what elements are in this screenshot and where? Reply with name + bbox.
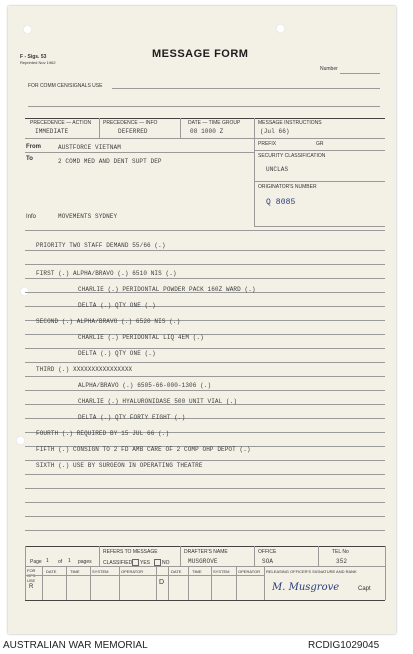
office-label: OFFICE bbox=[258, 549, 277, 555]
page-num: 1 bbox=[46, 558, 49, 564]
drafter-label: DRAFTER'S NAME bbox=[184, 549, 228, 555]
col-date: DATE bbox=[46, 569, 57, 574]
comm-label: FOR COMM CEN/SIGNALS USE bbox=[28, 83, 103, 89]
from-value: AUSTFORCE VIETNAM bbox=[58, 144, 121, 151]
archive-credit: AUSTRALIAN WAR MEMORIAL bbox=[3, 640, 148, 651]
punch-hole bbox=[276, 24, 285, 33]
col-system-2: SYSTEM bbox=[213, 569, 230, 574]
releasing-label: RELEASING OFFICER'S SIGNATURE AND RANK bbox=[266, 569, 357, 574]
message-line: SECOND (.) ALPHA/BRAVO (.) 6520 NIS (.) bbox=[36, 318, 181, 325]
to-value: 2 COMD MED AND DENT SUPT DEP bbox=[58, 158, 162, 165]
from-label: From bbox=[26, 144, 41, 150]
col-d: D bbox=[159, 579, 165, 586]
info-label: Info bbox=[26, 214, 37, 220]
drafter-value: MUSGROVE bbox=[188, 558, 218, 565]
pages-label: pages bbox=[78, 559, 92, 565]
no-label: NO bbox=[162, 560, 170, 566]
col-date-2: DATE bbox=[171, 569, 182, 574]
precedence-action-label: PRECEDENCE — ACTION bbox=[30, 120, 92, 126]
refers-label: REFERS TO MESSAGE bbox=[103, 549, 158, 555]
no-checkbox[interactable] bbox=[154, 559, 161, 566]
message-line: FIRST (.) ALPHA/BRAVO (.) 6510 NIS (.) bbox=[36, 270, 177, 277]
message-line: PRIORITY TWO STAFF DEMAND 55/66 (.) bbox=[36, 242, 166, 249]
precedence-info-value: DEFERRED bbox=[118, 128, 148, 135]
originator-label: ORIGINATOR'S NUMBER bbox=[258, 184, 317, 190]
message-line: DELTA (.) QTY ONE (.) bbox=[78, 350, 156, 357]
col-time-2: TIME bbox=[192, 569, 202, 574]
of-label: of bbox=[58, 559, 63, 565]
dtg-value: 08 1000 Z bbox=[190, 128, 224, 135]
dtg-label: DATE — TIME GROUP bbox=[188, 120, 241, 126]
precedence-info-label: PRECEDENCE — INFO bbox=[103, 120, 158, 126]
message-line: FIFTH (.) CONSIGN TO 2 FD AMB CARE OF 2 COMP OHP DEPOT (.) bbox=[36, 446, 251, 453]
message-line: CHARLIE (.) PERIDONTAL LIQ 4EM (.) bbox=[78, 334, 204, 341]
office-value: SOA bbox=[262, 558, 274, 565]
message-line: CHARLIE (.) HYALURONIDASE 500 UNIT VIAL (.) bbox=[78, 398, 238, 405]
page-label: Page bbox=[30, 559, 42, 565]
tel-value: 352 bbox=[336, 558, 348, 565]
form-code: F - Sigs. 53 bbox=[20, 54, 47, 60]
message-line: FOURTH (.) REQUIRED BY 15 JUL 66 (.) bbox=[36, 430, 170, 437]
col-ops: FOR OPS USE bbox=[27, 568, 36, 583]
yes-label: YES bbox=[140, 560, 151, 566]
security-value: UNCLAS bbox=[266, 166, 289, 173]
tel-label: TEL No bbox=[332, 549, 349, 555]
yes-checkbox[interactable] bbox=[132, 559, 139, 566]
originator-value: Q 8085 bbox=[266, 198, 296, 207]
message-line: CHARLIE (.) PERIDONTAL POWDER PACK 160Z WARD (.) bbox=[78, 286, 256, 293]
col-operator: OPERATOR bbox=[121, 569, 144, 574]
punch-hole bbox=[23, 25, 32, 34]
archive-id: RCDIG1029045 bbox=[308, 640, 380, 651]
page-title: MESSAGE FORM bbox=[152, 48, 249, 60]
info-value: MOVEMENTS SYDNEY bbox=[58, 213, 118, 220]
message-line: DELTA (.) QTY FORTY EIGHT (.) bbox=[78, 414, 186, 421]
col-operator-2: OPERATOR bbox=[238, 569, 261, 574]
message-line: SIXTH (.) USE BY SURGEON IN OPERATING THEATRE bbox=[36, 462, 203, 469]
instructions-value: (Jul 66) bbox=[260, 128, 290, 135]
pages-total: 1 bbox=[68, 558, 71, 564]
security-label: SECURITY CLASSIFICATION bbox=[258, 153, 326, 159]
instructions-label: MESSAGE INSTRUCTIONS bbox=[258, 120, 322, 126]
r-label: R bbox=[29, 584, 34, 590]
number-label: Number bbox=[320, 66, 338, 72]
col-system: SYSTEM bbox=[92, 569, 109, 574]
message-line: DELTA (.) QTY ONE (.) bbox=[78, 302, 156, 309]
gr-label: GR bbox=[316, 141, 324, 147]
col-time: TIME bbox=[70, 569, 80, 574]
punch-hole bbox=[16, 436, 25, 445]
officer-rank: Capt bbox=[358, 586, 371, 592]
prefix-label: PREFIX bbox=[258, 141, 277, 147]
officer-signature: M. Musgrove bbox=[272, 582, 340, 593]
message-form-sheet bbox=[8, 6, 396, 634]
message-line: ALPHA/BRAVO (.) 6505-66-000-1306 (.) bbox=[78, 382, 212, 389]
to-label: To bbox=[26, 156, 33, 162]
message-line: THIRD (.) XXXXXXXXXXXXXXXX bbox=[36, 366, 133, 373]
precedence-action-value: IMMEDIATE bbox=[35, 128, 69, 135]
classified-label: CLASSIFIED bbox=[103, 560, 133, 566]
reprint-note: Reprinted Nov 1962 bbox=[20, 60, 56, 65]
